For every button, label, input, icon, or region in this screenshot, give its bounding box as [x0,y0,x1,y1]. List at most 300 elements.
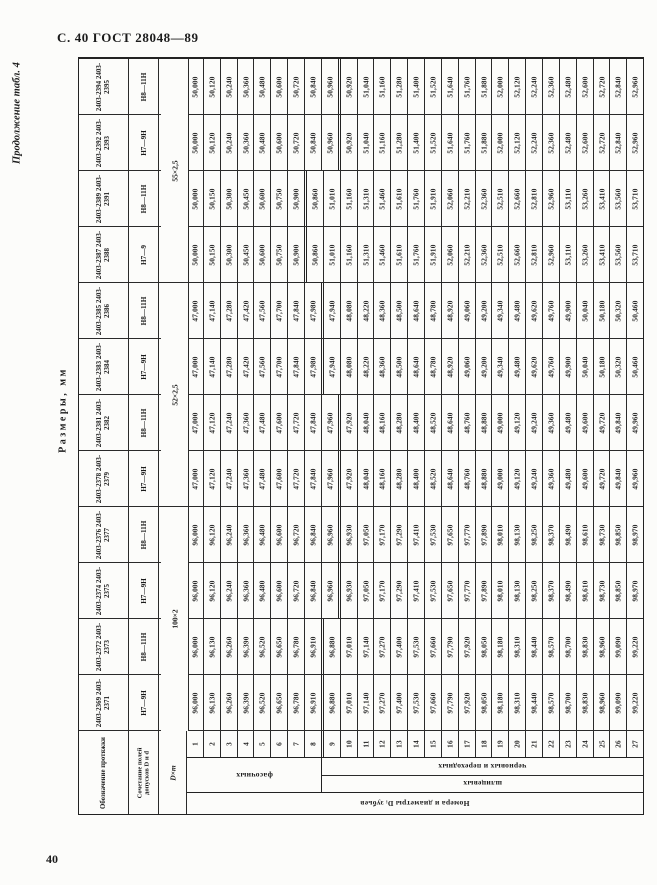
diameter-cell: 97,400 [391,619,408,674]
diameter-cell: 49,900 [560,283,577,338]
broach-designation: 2403-2372 2403-2373 [79,619,129,674]
diameter-cell: 96,130 [204,619,221,674]
tolerance-combination: Н7—9Н [129,115,159,170]
diameter-cell: 48,360 [374,283,391,338]
tooth-diameter-values [187,59,643,114]
diameter-cell: 96,260 [221,675,238,730]
diameter-cell: 50,920 [341,59,358,114]
diameter-cell: 96,120 [204,563,221,618]
tooth-number-cell: 11 [358,731,375,757]
diameter-cell: 97,050 [358,507,375,562]
diameter-cell: 50,920 [341,115,358,170]
diameter-cell: 98,050 [476,619,493,674]
diameter-cell: 49,840 [610,395,627,450]
diameter-cell: 97,770 [459,563,476,618]
diameter-cell: 47,240 [221,451,238,506]
diameter-cell: 96,780 [288,619,305,674]
diameter-cell: 98,610 [577,563,594,618]
broach-designation: 2403-2392 2403-2393 [79,115,129,170]
tooth-number-cell: 27 [630,740,640,748]
diameter-cell: 97,790 [442,619,459,674]
diameter-cell: 97,650 [442,563,459,618]
diameter-cell: 48,400 [408,395,425,450]
diameter-cell: 48,920 [442,283,459,338]
diameter-cell: 98,310 [509,675,526,730]
diameter-cell: 52,810 [526,227,543,282]
diameter-cell: 49,600 [577,395,594,450]
diameter-cell: 52,210 [459,227,476,282]
diameter-cell: 96,520 [254,675,271,730]
diameter-cell: 51,520 [425,59,442,114]
broach-designation: 2403-2369 2403-2371 [79,675,129,730]
diameter-cell: 52,720 [594,115,611,170]
diameter-cell: 53,560 [610,171,627,226]
diameter-cell: 51,160 [374,115,391,170]
diameter-cell: 48,640 [408,339,425,394]
diameter-cell: 96,130 [204,675,221,730]
diameter-cell: 52,840 [610,59,627,114]
diameter-cell: 51,160 [374,59,391,114]
broach-designation: 2403-2385 2403-2386 [79,283,129,338]
tooth-number-cell: 22 [543,731,560,757]
diameter-cell: 50,000 [187,171,204,226]
tooth-number-cell: 4 [238,731,255,757]
diameter-cell: 48,640 [442,451,459,506]
diameter-cell: 47,840 [305,451,322,506]
tooth-number-cell: 10 [341,731,358,757]
diameter-cell: 98,440 [526,675,543,730]
diameter-cell: 98,050 [476,675,493,730]
diameter-cell: 98,250 [526,563,543,618]
diameter-cell: 49,960 [630,467,640,490]
tooth-number-cell: 1 [187,731,204,757]
diameter-cell: 96,390 [238,675,255,730]
diameter-cell: 97,770 [459,507,476,562]
diameter-cell: 50,360 [238,59,255,114]
diameter-cell: 47,560 [254,339,271,394]
diameter-cell: 52,960 [543,227,560,282]
diameter-cell: 98,490 [560,563,577,618]
diameter-cell: 98,700 [560,619,577,674]
tooth-diameter-values [187,675,643,730]
diameter-cell: 96,480 [254,563,271,618]
diameter-cell: 97,270 [374,675,391,730]
diameter-cell: 48,280 [391,451,408,506]
diameter-cell: 47,240 [221,395,238,450]
diameter-cell: 50,120 [204,115,221,170]
diameter-cell: 52,600 [577,115,594,170]
diameter-cell: 50,240 [221,115,238,170]
tooth-number-cell: 18 [476,731,493,757]
diameter-cell: 50,840 [305,59,322,114]
diameter-cell: 50,600 [271,59,288,114]
tooth-diameter-values [187,227,643,282]
broach-designation: 2403-2378 2403-2379 [79,451,129,506]
diameter-cell: 53,260 [577,227,594,282]
diameter-cell: 53,260 [577,171,594,226]
diameter-cell: 51,760 [459,59,476,114]
diameter-cell: 50,460 [630,355,640,378]
diameter-cell: 52,510 [492,227,509,282]
diameter-cell: 52,660 [509,171,526,226]
diameter-cell: 96,600 [271,507,288,562]
diameter-cell: 97,890 [476,563,493,618]
diameter-cell: 52,720 [594,59,611,114]
diameter-cell: 49,120 [509,451,526,506]
diameter-cell: 50,000 [187,115,204,170]
broach-designation: 2403-2387 2403-2388 [79,227,129,282]
diameter-cell: 96,360 [238,563,255,618]
tooth-number-cell: 15 [425,731,442,757]
diameter-cell: 98,010 [492,507,509,562]
diameter-cell: 96,600 [271,563,288,618]
diameter-cell: 49,340 [492,339,509,394]
diameter-cell: 96,960 [322,563,341,618]
tooth-diameter-values [187,283,643,338]
diameter-cell: 53,410 [594,227,611,282]
diameter-cell: 50,180 [594,339,611,394]
diameter-cell: 96,360 [238,507,255,562]
diameter-cell: 53,560 [610,227,627,282]
diameter-cell: 51,400 [408,115,425,170]
tooth-diameter-values [187,451,643,506]
diameter-cell: 48,920 [442,339,459,394]
diameter-cell: 96,120 [204,507,221,562]
diameter-cell: 51,610 [391,227,408,282]
diameter-cell: 53,110 [560,227,577,282]
tolerance-combination: Н8—11Н [129,283,159,338]
diameter-cell: 96,480 [254,507,271,562]
diameter-cell: 50,300 [221,227,238,282]
diameter-cell: 96,930 [341,507,358,562]
diameter-cell: 97,410 [408,507,425,562]
diameter-cell: 51,280 [391,59,408,114]
diameter-cell: 98,970 [630,579,640,602]
diameter-cell: 50,960 [322,59,341,114]
diameter-cell: 50,120 [204,59,221,114]
diameter-cell: 53,410 [594,171,611,226]
diameter-cell: 47,000 [187,339,204,394]
tooth-number-cell: 24 [577,731,594,757]
diameter-cell: 97,410 [408,563,425,618]
diameter-cell: 51,160 [341,171,358,226]
tooth-number-cell: 2 [204,731,221,757]
tooth-number-cell: 19 [492,731,509,757]
diameter-cell: 52,120 [509,59,526,114]
diameter-cell: 50,600 [254,227,271,282]
diameter-cell: 98,250 [526,507,543,562]
diameter-cell: 50,600 [254,171,271,226]
diameter-cell: 52,060 [442,227,459,282]
diameter-cell: 52,960 [543,171,560,226]
tolerance-combination: Н7—9Н [129,563,159,618]
tooth-number-cell: 14 [408,731,425,757]
diameter-cell: 51,310 [358,171,375,226]
diameter-cell: 96,000 [187,563,204,618]
tolerance-combination: Н7—9Н [129,451,159,506]
diameter-cell: 49,240 [526,395,543,450]
diameter-cell: 98,180 [492,675,509,730]
broach-designation: 2403-2374 2403-2375 [79,563,129,618]
diameter-cell: 98,610 [577,507,594,562]
diameter-cell: 97,890 [476,507,493,562]
diameter-cell: 50,750 [271,227,288,282]
diameter-cell: 98,730 [594,563,611,618]
diameter-cell: 50,150 [204,227,221,282]
table-continuation-note: Продолжение табл. 4 [11,62,23,164]
diameter-cell: 98,130 [509,563,526,618]
diameter-cell: 51,640 [442,59,459,114]
diameter-cell: 49,200 [476,339,493,394]
diameter-cell: 47,940 [324,283,341,338]
diameter-cell: 47,720 [288,395,305,450]
diameter-cell: 48,640 [442,395,459,450]
diameter-cell: 52,840 [610,115,627,170]
diameter-cell: 52,600 [577,59,594,114]
diameter-cell: 96,000 [187,619,204,674]
diameter-cell: 48,360 [374,339,391,394]
diameter-cell: 97,920 [459,675,476,730]
diameter-cell: 48,500 [391,283,408,338]
diameter-cell: 97,530 [408,675,425,730]
diameter-cell: 98,700 [560,675,577,730]
diameter-cell: 98,370 [543,507,560,562]
diameter-cell: 47,840 [288,283,305,338]
diameter-cell: 98,960 [594,675,611,730]
diameter-cell: 49,240 [526,451,543,506]
diameter-cell: 50,040 [577,283,594,338]
diameter-cell: 51,610 [391,171,408,226]
diameter-cell: 49,000 [492,395,509,450]
tolerance-combination: Н8—11Н [129,171,159,226]
diameter-cell: 96,910 [305,619,324,674]
spline-group-rows [322,758,643,792]
diameter-cell: 47,960 [322,451,341,506]
diameter-cell: 50,000 [187,59,204,114]
broach-designation: 2403-2389 2403-2391 [79,171,129,226]
diameter-cell: 96,910 [305,675,324,730]
diameter-cell: 47,000 [187,451,204,506]
diameter-cell: 48,160 [374,451,391,506]
diameter-cell: 52,360 [543,115,560,170]
diameter-cell: 48,520 [425,395,442,450]
diameter-cell: 49,000 [492,451,509,506]
diameter-cell: 52,360 [476,171,493,226]
designation-column-title: Обозначение протяжки [79,731,129,814]
diameter-cell: 50,320 [610,283,627,338]
diameter-cell: 98,850 [610,507,627,562]
diameter-cell: 51,640 [442,115,459,170]
diameter-cell: 53,710 [630,243,640,266]
diameter-cell: 49,760 [543,283,560,338]
diameter-cell: 52,240 [526,59,543,114]
diameter-cell: 48,040 [358,395,375,450]
diameter-cell: 50,300 [221,171,238,226]
diameter-cell: 50,720 [288,115,305,170]
diameter-cell: 49,120 [509,395,526,450]
diameter-cell: 96,880 [324,619,341,674]
tolerance-combination: Н8—11Н [129,619,159,674]
diameter-cell: 47,960 [322,395,341,450]
broach-designation: 2403-2394 2403-2395 [79,59,129,114]
diameter-cell: 96,520 [254,619,271,674]
table-footer [79,731,643,814]
diameter-cell: 49,720 [594,451,611,506]
diameter-cell: 51,400 [408,59,425,114]
diameter-cell: 48,640 [408,283,425,338]
diameter-cell: 96,880 [324,675,341,730]
diameter-cell: 47,480 [254,395,271,450]
diameter-cell: 47,360 [238,395,255,450]
diameter-cell: 47,000 [187,395,204,450]
diameter-cell: 49,480 [509,283,526,338]
diameter-cell: 51,910 [425,227,442,282]
tooth-number-cell: 3 [221,731,238,757]
tolerance-combination: Н7—9Н [129,339,159,394]
diameter-cell: 51,520 [425,115,442,170]
diameter-cell: 49,900 [560,339,577,394]
diameter-cell: 96,840 [305,507,322,562]
diameter-cell: 98,490 [560,507,577,562]
diameter-cell: 51,760 [408,171,425,226]
diameter-cell: 99,220 [630,691,640,714]
tooth-group-rows [187,758,643,793]
diameter-cell: 98,310 [509,619,526,674]
diameter-cell: 49,340 [492,283,509,338]
page-header: С. 40 ГОСТ 28048—89 [57,30,199,45]
tolerance-combination: Н8—11Н [129,59,159,114]
diameter-cell: 96,000 [187,507,204,562]
diameter-cell: 52,960 [630,131,640,154]
diameter-cell: 52,660 [509,227,526,282]
diameter-cell: 97,140 [358,675,375,730]
diameter-cell: 52,240 [526,115,543,170]
diameter-cell: 50,960 [322,115,341,170]
diameter-cell: 52,120 [509,115,526,170]
diameter-cell: 52,360 [543,59,560,114]
diameter-cell: 47,840 [288,339,305,394]
diameter-cell: 47,600 [271,395,288,450]
tolerance-combination: Н7—9Н [129,675,159,730]
diameter-cell: 53,110 [560,171,577,226]
diameter-cell: 97,400 [391,675,408,730]
diameter-cell: 98,010 [492,563,509,618]
diameter-cell: 47,600 [271,451,288,506]
tooth-number-cell: 21 [526,731,543,757]
diameter-cell: 96,240 [221,563,238,618]
tooth-number-cell: 16 [442,731,459,757]
diameter-cell: 97,530 [408,619,425,674]
tooth-number-cell: 13 [391,731,408,757]
tolerance-combination: Н7—9 [129,227,159,282]
diameter-cell: 52,510 [492,171,509,226]
diameter-cell: 98,850 [610,563,627,618]
diameter-cell: 96,780 [288,675,305,730]
diameter-cell: 47,140 [204,283,221,338]
diameter-cell: 50,450 [238,171,255,226]
diameter-cell: 48,400 [408,451,425,506]
tooth-number-cell: 7 [288,731,305,757]
diameter-cell: 97,650 [442,507,459,562]
diameter-cell: 49,600 [577,451,594,506]
tolerance-combination: Н8—11Н [129,395,159,450]
diameter-cell: 96,390 [238,619,255,674]
broach-designation: 2403-2383 2403-2384 [79,339,129,394]
diameter-cell: 97,660 [425,619,442,674]
diameter-cell: 51,760 [408,227,425,282]
diameter-cell: 50,600 [271,115,288,170]
diameter-cell: 97,290 [391,563,408,618]
broach-designation: 2403-2376 2403-2377 [79,507,129,562]
diameter-cell: 98,730 [594,507,611,562]
tooth-number-cell: 12 [374,731,391,757]
diameter-cell: 97,270 [374,619,391,674]
diameter-cell: 51,310 [358,227,375,282]
diameter-cell: 97,170 [374,507,391,562]
diameter-cell: 52,000 [492,115,509,170]
diameter-cell: 98,830 [577,675,594,730]
diameter-cell: 49,060 [459,283,476,338]
diameter-cell: 48,160 [374,395,391,450]
diameter-cell: 51,880 [476,59,493,114]
diameter-cell: 52,480 [560,115,577,170]
diameter-cell: 48,760 [459,451,476,506]
diameter-cell: 52,060 [442,171,459,226]
tooth-diameter-values [187,171,643,226]
diameter-cell: 50,460 [630,299,640,322]
diameter-cell: 51,760 [459,115,476,170]
diameter-cell: 49,620 [526,283,543,338]
diameter-cell: 97,050 [358,563,375,618]
diameter-cell: 50,720 [288,59,305,114]
diameter-cell: 47,360 [238,451,255,506]
diameter-cell: 48,760 [459,395,476,450]
diameter-cell: 49,620 [526,339,543,394]
tooth-diameter-values [187,619,643,674]
diameter-cell: 48,880 [476,451,493,506]
tooth-diameter-values [187,115,643,170]
diameter-cell: 47,720 [288,451,305,506]
diameter-cell: 98,180 [492,619,509,674]
diameter-cell: 50,000 [187,227,204,282]
diameter-cell: 97,790 [442,675,459,730]
teeth-footer-label: Номера и диаметры Dᵢ зубьев [360,799,470,808]
diameter-cell: 50,860 [307,171,324,226]
diameter-cell: 96,650 [271,675,288,730]
diameter-cell: 98,570 [543,619,560,674]
tolerance-combination: Н8—11Н [129,507,159,562]
diameter-cell: 98,970 [630,523,640,546]
diameter-cell: 48,780 [425,283,442,338]
diameter-cell: 49,480 [509,339,526,394]
diameter-cell: 51,460 [374,227,391,282]
tooth-diameter-values [187,563,643,618]
diameter-cell: 52,480 [560,59,577,114]
diameter-cell: 97,530 [425,563,442,618]
diameter-cell: 50,480 [254,59,271,114]
diameter-cell: 47,840 [305,395,322,450]
size-group-column [161,59,189,731]
units-caption: Размеры, мм [57,367,69,453]
diameter-cell: 96,930 [341,563,358,618]
diameter-cell: 97,140 [358,619,375,674]
diameter-cell: 48,520 [425,451,442,506]
diameter-cell: 48,220 [358,339,375,394]
diameter-cell: 98,440 [526,619,543,674]
diameter-cell: 47,920 [341,451,358,506]
diameter-cell: 50,900 [288,227,307,282]
diameter-cell: 48,780 [425,339,442,394]
